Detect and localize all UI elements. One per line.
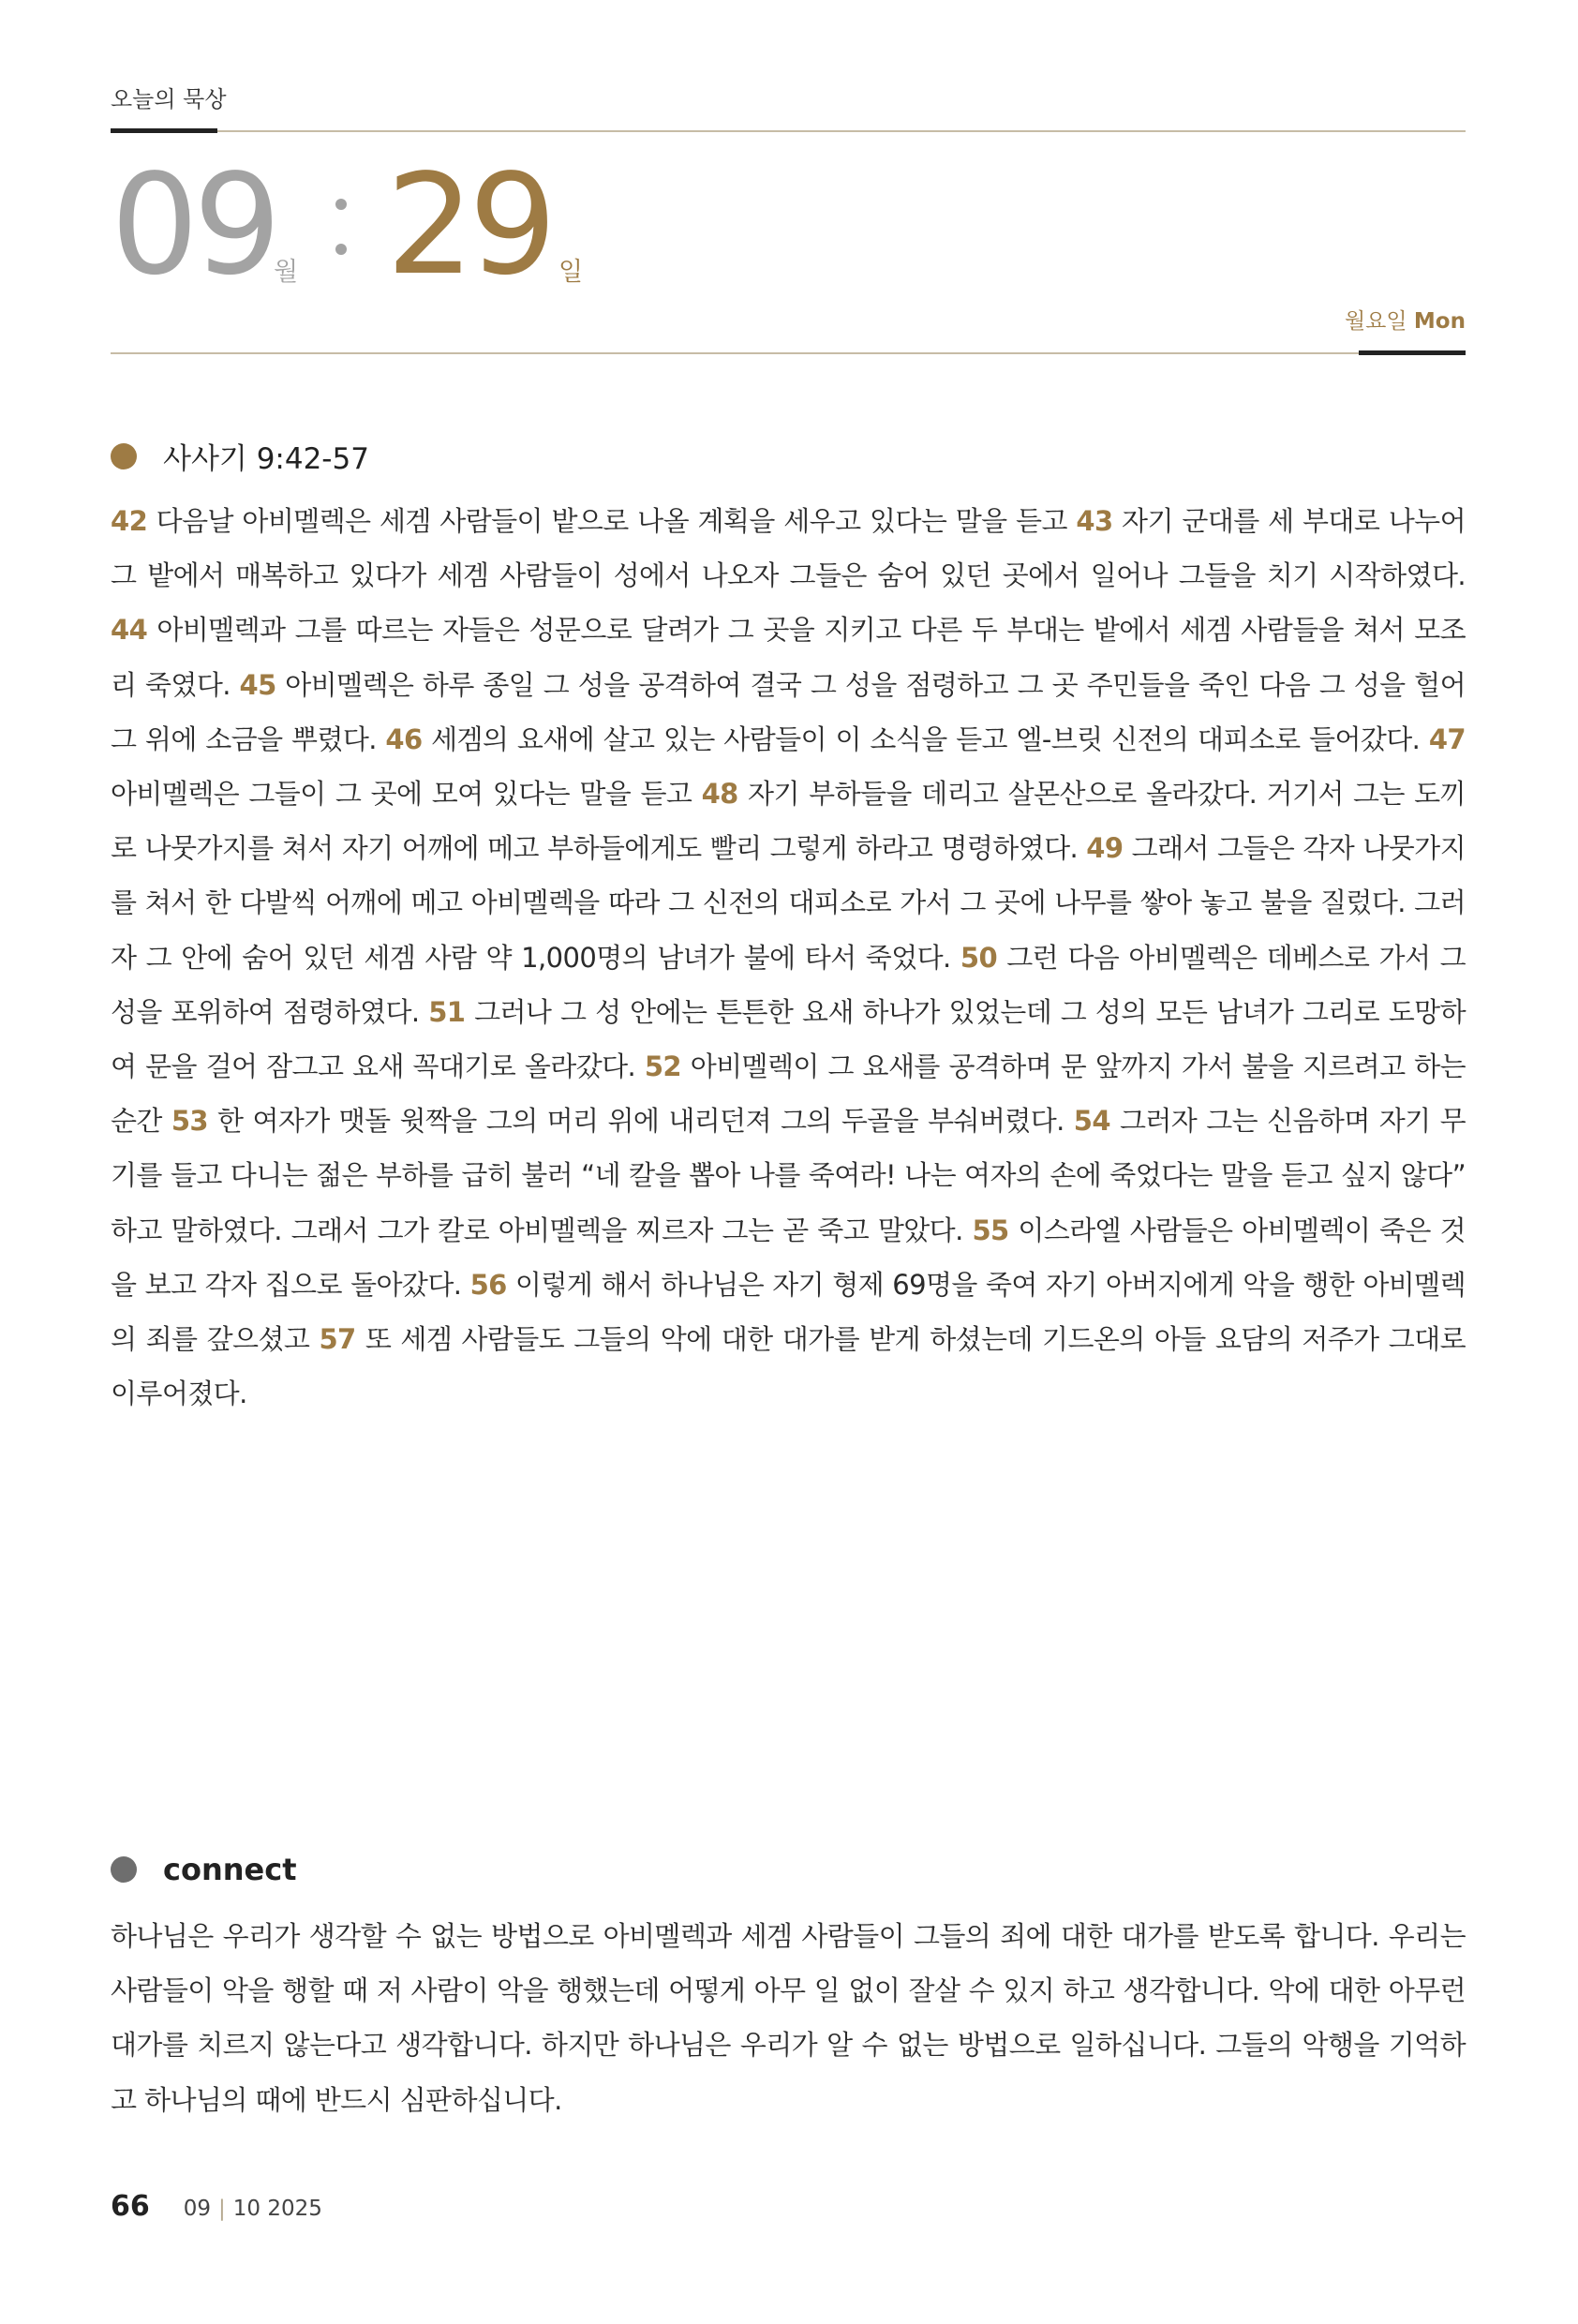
passage-heading <box>111 435 369 477</box>
weekday-korean: 월요일 <box>1344 309 1407 334</box>
date-divider <box>111 352 1466 354</box>
verse-text: 아비멜렉은 그들이 그 곳에 모여 있다는 말을 듣고 <box>111 778 702 811</box>
day-unit: 일 <box>558 258 584 287</box>
weekday-english: Mon <box>1413 309 1466 334</box>
verse-text: 세겜의 요새에 살고 있는 사람들이 이 소식을 듣고 엘-브릿 신전의 대피소로 들어갔다. <box>422 723 1429 755</box>
verse-number: 51 <box>428 995 466 1028</box>
month-number: 09 <box>111 144 276 305</box>
issue-year: 2025 <box>267 2197 322 2221</box>
issue-separator: | <box>218 2197 226 2221</box>
verse-number: 45 <box>239 668 276 701</box>
issue-month: 09 <box>183 2197 212 2221</box>
verse-number: 44 <box>111 614 148 647</box>
bullet-dot-icon <box>111 443 137 469</box>
verse-number: 42 <box>111 505 148 537</box>
month-unit: 월 <box>274 258 299 287</box>
bullet-dot-icon <box>111 1856 137 1883</box>
verse-text: 이스라엘 사람들은 아비멜렉이 죽은 것을 보고 각자 집으로 돌아갔다. <box>111 1214 1466 1301</box>
verse-number: 54 <box>1073 1105 1110 1138</box>
page-footer <box>111 2190 322 2223</box>
verse-text: 아비멜렉이 그 요새를 공격하며 문 앞까지 가서 불을 지르려고 하는 순간 <box>111 1050 1466 1138</box>
connect-title: connect <box>163 1852 297 1887</box>
day-number: 29 <box>386 144 552 305</box>
verse-number: 57 <box>319 1323 356 1356</box>
passage-reference: 사사기 9:42-57 <box>163 442 369 476</box>
verse-number: 55 <box>972 1214 1009 1246</box>
page-number: 66 <box>111 2190 150 2223</box>
verse-text: 아비멜렉은 하루 종일 그 성을 공격하여 결국 그 성을 점령하고 그 곳 주민들을 죽인 다음 그 성을 헐어 그 위에 소금을 뿌렸다. <box>111 668 1466 755</box>
verse-number: 53 <box>171 1105 209 1138</box>
passage-text <box>111 494 1466 1421</box>
verse-number: 48 <box>701 778 738 811</box>
verse-text: 아비멜렉과 그를 따르는 자들은 성문으로 달려가 그 곳을 지키고 다른 두 부대는 밭에서 세겜 사람들을 쳐서 모조리 죽였다. <box>111 614 1466 701</box>
top-divider <box>111 130 1466 132</box>
verse-number: 50 <box>960 941 998 974</box>
date-display <box>111 144 767 305</box>
verse-text: 자기 부하들을 데리고 살몬산으로 올라갔다. 거기서 그는 도끼로 나뭇가지를 쳐서 자기 어깨에 메고 부하들에게도 빨리 그렇게 하라고 명령하였다. <box>111 778 1466 865</box>
colon-dot-bottom <box>335 244 347 255</box>
verse-text: 자기 군대를 세 부대로 나누어 그 밭에서 매복하고 있다가 세겜 사람들이 성에서 나오자 그들은 숨어 있던 곳에서 일어나 그들을 치기 시작하였다. <box>111 505 1466 592</box>
top-divider-accent <box>111 128 217 133</box>
verse-number: 46 <box>385 723 423 755</box>
issue-info <box>184 2197 322 2221</box>
verse-number: 49 <box>1086 832 1124 865</box>
colon-dot-top <box>335 199 347 210</box>
verse-text: 그러자 그는 신음하며 자기 무기를 들고 다니는 젊은 부하를 급히 불러 “네 칼을 뽑아 나를 죽여라! 나는 여자의 손에 죽었다는 말을 듣고 싶지 않다” 하고 말하였다. 그래서 그가 칼로 아비멜렉을 찌르자 그는 곧 죽고 말았다. <box>111 1105 1466 1246</box>
verse-text: 다음날 아비멜렉은 세겜 사람들이 밭으로 나올 계획을 세우고 있다는 말을 듣고 <box>147 505 1077 537</box>
verse-text: 한 여자가 맷돌 윗짝을 그의 머리 위에 내리던져 그의 두골을 부숴버렸다. <box>208 1105 1074 1138</box>
verse-number: 47 <box>1428 723 1466 755</box>
verse-text: 또 세겜 사람들도 그들의 악에 대한 대가를 받게 하셨는데 기드온의 아들 요담의 저주가 그대로 이루어졌다. <box>111 1323 1466 1410</box>
date-divider-accent <box>1359 350 1466 355</box>
colon-separator <box>335 199 347 270</box>
verse-number: 52 <box>644 1050 682 1083</box>
verse-text: 그런 다음 아비멜렉은 데베스로 가서 그 성을 포위하여 점령하였다. <box>111 941 1466 1028</box>
verse-number: 56 <box>469 1268 507 1301</box>
connect-body: 하나님은 우리가 생각할 수 없는 방법으로 아비멜렉과 세겜 사람들이 그들의 죄에 대한 대가를 받도록 합니다. 우리는 사람들이 악을 행할 때 저 사람이 악을 행했는데 어떻게 아무 일 없이 잘살 수 있지 하고 생각합니다. 악에 대한 아무런 대가를 치르지 않는다고 생각합니다. 하지만 하나님은 우리가 알 수 없는 방법으로 일하십니다. 그들의 악행을 기억하고 하나님의 때에 반드시 심판하십니다. <box>111 1920 1466 2116</box>
verse-number: 43 <box>1076 505 1113 537</box>
verse-text: 그러나 그 성 안에는 튼튼한 요새 하나가 있었는데 그 성의 모든 남녀가 그리로 도망하여 문을 걸어 잠그고 요새 꼭대기로 올라갔다. <box>111 995 1466 1083</box>
issue-month-2: 10 <box>232 2197 261 2221</box>
weekday <box>1345 304 1466 335</box>
connect-heading <box>111 1852 296 1887</box>
page-header-label: 오늘의 묵상 <box>111 86 227 112</box>
verse-text: 이렇게 해서 하나님은 자기 형제 69명을 죽여 자기 아버지에게 악을 행한 아비멜렉의 죄를 갚으셨고 <box>111 1268 1466 1356</box>
verse-text: 그래서 그들은 각자 나뭇가지를 쳐서 한 다발씩 어깨에 메고 아비멜렉을 따라 그 신전의 대피소로 가서 그 곳에 나무를 쌓아 놓고 불을 질렀다. 그러자 그 안에 숨어 있던 세겜 사람 약 1,000명의 남녀가 불에 타서 죽었다. <box>111 832 1466 974</box>
